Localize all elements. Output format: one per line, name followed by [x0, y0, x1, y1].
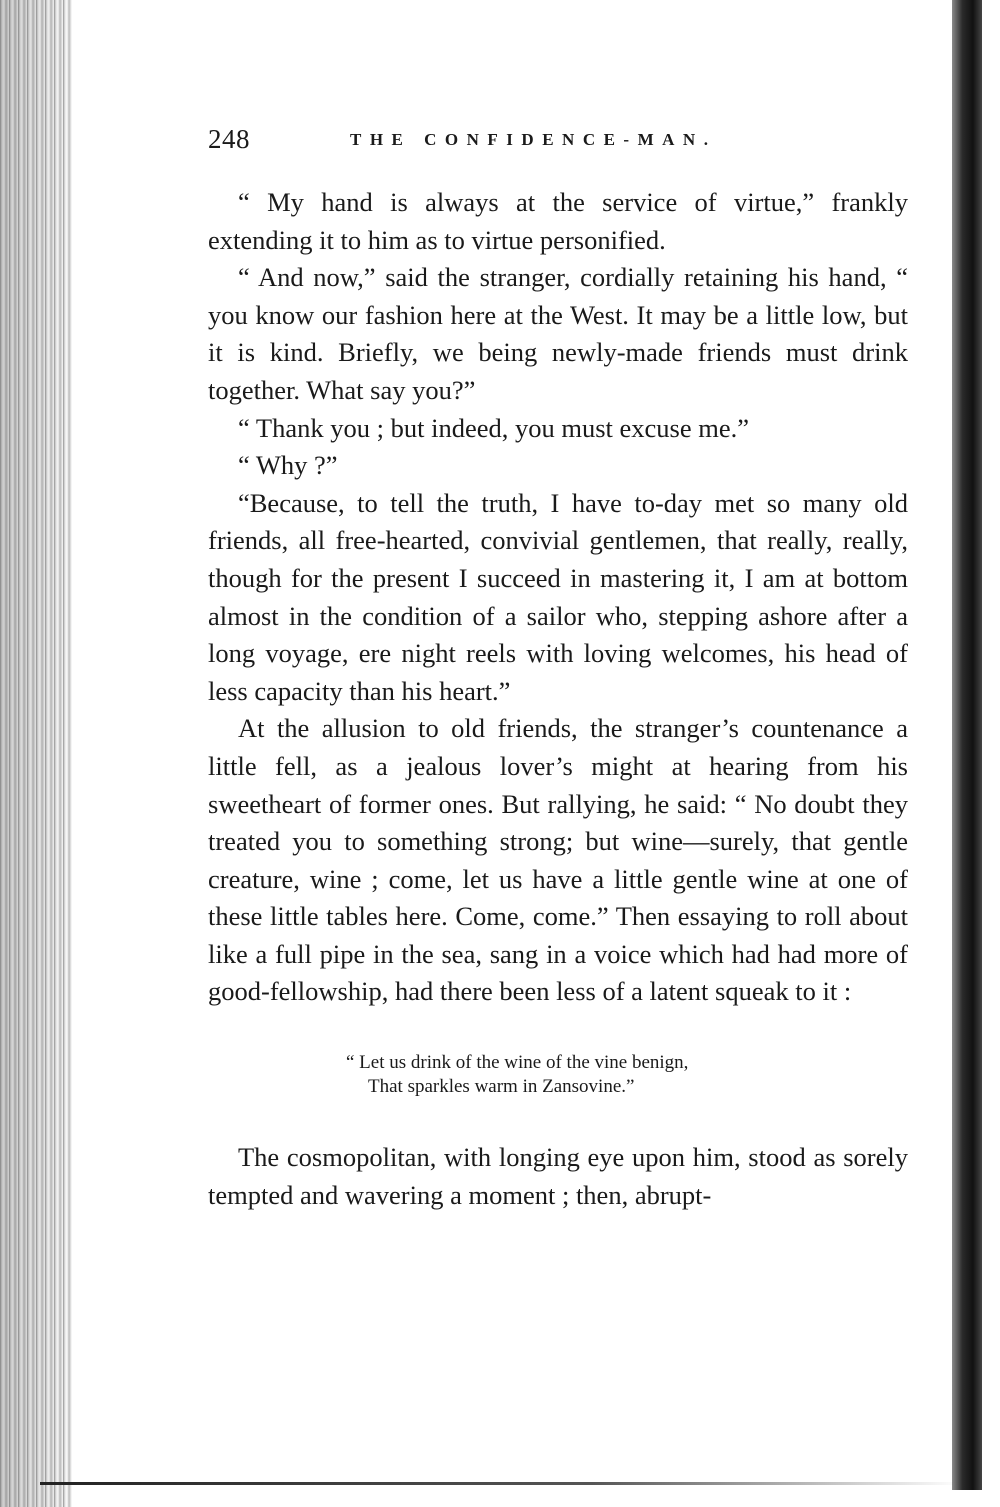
page-number: 248: [208, 124, 250, 154]
paragraph: “ Thank you ; but indeed, you must excuse me.”: [238, 412, 749, 443]
running-head: [208, 124, 908, 168]
verse-line: “ Let us drink of the wine of the vine benign,: [346, 1052, 689, 1074]
paragraph: “ And now,” said the stranger, cordially retaining his hand, “ you know our fashion here at the West. It may be a little low, but it is kind. Briefly, we being newly-made friends must drink together. What say you?”: [208, 262, 908, 405]
paragraph: “Because, to tell the truth, I have to-day met so many old friends, all free-hearted, convivial gentlemen, that really, really, though for the present I succeed in mastering it, I am at bottom almost in the condition of a sailor who, stepping ashore after a long voyage, ere night reels with loving welcomes, his head of less capacity than his heart.”: [208, 487, 908, 706]
body-text: [208, 184, 908, 1214]
page-edge: [952, 0, 982, 1490]
verse-quote: [346, 1051, 908, 1099]
paragraph: “ Why ?”: [238, 450, 338, 481]
paragraph: “ My hand is always at the service of virtue,” frankly extending it to him as to virtue personified.: [208, 187, 908, 255]
binding-shadow: [0, 0, 72, 1507]
closing-paragraph: The cosmopolitan, with longing eye upon him, stood as sorely tempted and wavering a moment ; then, abrupt-: [208, 1142, 908, 1210]
bottom-edge: [40, 1482, 960, 1485]
paragraph: At the allusion to old friends, the stranger’s countenance a little fell, as a jealous lover’s might at hearing from his sweetheart of former ones. But rallying, he said: “ No doubt they treated you to something strong; but wine—surely, that gentle creature, wine ; come, let us have a little gentle wine at one of these little tables here. Come, come.” Then essaying to roll about like a full pipe in the sea, sang in a voice which had had more of good-fellowship, had there been less of a latent squeak to it :: [208, 713, 908, 1007]
book-page: [208, 124, 908, 1214]
running-title: THE CONFIDENCE-MAN.: [350, 130, 717, 149]
verse-line: That sparkles warm in Zansovine.”: [368, 1076, 635, 1098]
